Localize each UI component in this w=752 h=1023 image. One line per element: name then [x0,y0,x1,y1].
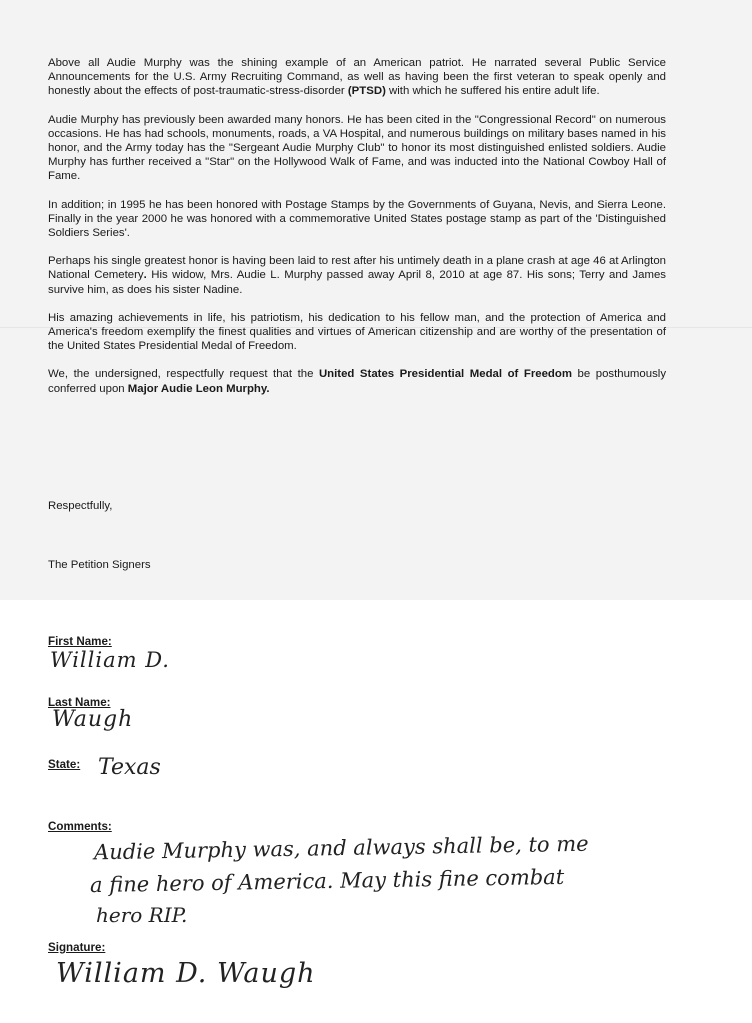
signers-line: The Petition Signers [48,559,151,571]
text-run: be posthumously conferred upon [48,368,667,395]
bold-text: Major Audie Leon Murphy. [127,382,270,395]
text-run: with which he suffered his entire adult life. [385,85,600,98]
paragraph-5 [48,311,666,354]
paragraph-3 [48,198,666,241]
comments-label: Comments: [48,820,112,833]
comment-line-2: a fine hero of America. May this fine combat [89,864,565,898]
first-name-value: William D. [50,648,170,672]
text-run: His widow, Mrs. Audie L. Murphy passed away April 8, 2010 at age 87. His sons; Terry and James survive him, as does his sister Nadine. [48,269,666,296]
last-name-label: Last Name: [48,696,111,709]
text-run: We, the undersigned, respectfully request that the [48,368,319,381]
text-run: His amazing achievements in life, his patriotism, his dedication to his fellow man, and the protection of America and America's freedom exemplify the finest qualities and virtues of American citizenship and are worthy of the presentation of the United States Presidential Medal of Freedom. [48,311,666,353]
state-value: Texas [98,755,161,780]
bold-text: (PTSD) [347,85,386,98]
paragraph-4 [48,254,666,297]
signature-value: William D. Waugh [56,958,316,989]
text-run: Above all Audie Murphy was the shining example of an American patriot. He narrated several Public Service Announcements for the U.S. Army Recruiting Command, as well as having been the first veteran to speak openly and honestly about the effects of post-traumatic-stress-disorder [48,57,666,98]
signature-label: Signature: [48,941,106,954]
paragraph-2 [48,113,666,184]
text-run: Perhaps his single greatest honor is having been laid to rest after his untimely death in a plane crash at age 46 at Arlington National Cemetery [48,255,666,282]
last-name-value: Waugh [52,707,134,732]
comment-line-1: Audie Murphy was, and always shall be, to me [93,831,589,865]
paragraph-1 [48,56,666,99]
text-run: Audie Murphy has previously been awarded many honors. He has been cited in the "Congressional Record" on numerous occasions. He has had schools, monuments, roads, a VA Hospital, and numerous buildings on military bases named in his honor, and the Army today has the "Sergeant Audie Murphy Club" to honor its most distinguished enlisted soldiers. Audie Murphy has further received a "Star" on the Hollywood Walk of Fame, and was inducted into the National Cowboy Hall of Fame. [48,113,666,183]
state-label: State: [48,758,81,771]
bold-text: . [143,269,147,282]
petition-body [48,56,666,410]
paragraph-6 [48,367,666,395]
comment-line-3: hero RIP. [96,903,188,927]
text-run: In addition; in 1995 he has been honored with Postage Stamps by the Governments of Guyana, Nevis, and Sierra Leone. Finally in the year 2000 he was honored with a commemorative United States postage stamp as part of the 'Distinguished Soldiers Series'. [48,198,666,240]
bold-text: United States Presidential Medal of Freedom [318,368,572,381]
salutation: Respectfully, [48,500,113,512]
first-name-label: First Name: [48,635,112,648]
